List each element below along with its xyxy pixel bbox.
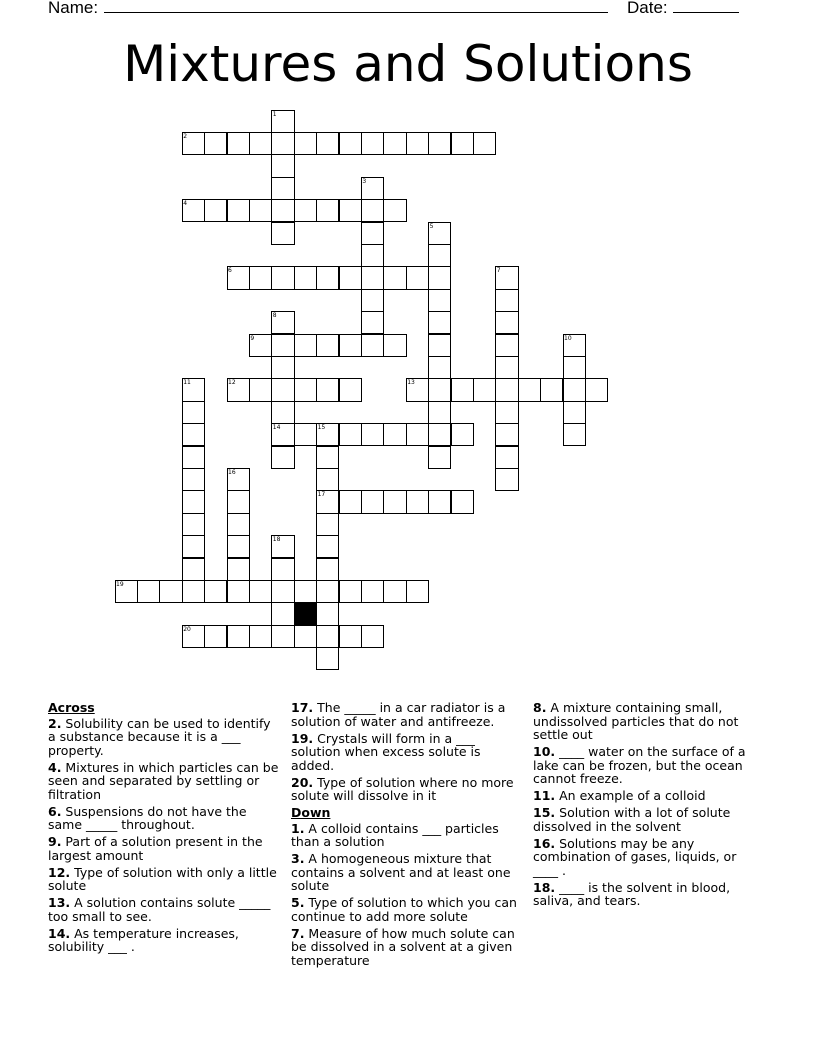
grid-cell[interactable] xyxy=(361,490,384,513)
grid-cell[interactable] xyxy=(271,446,294,469)
clue-number: 1 xyxy=(272,110,277,118)
grid-cell[interactable] xyxy=(473,378,496,401)
clue-number: 5 xyxy=(429,222,434,230)
clues-column-1 xyxy=(48,701,280,957)
clue-number: 14 xyxy=(272,424,281,432)
grid-cell[interactable] xyxy=(361,625,384,648)
grid-cell[interactable] xyxy=(271,625,294,648)
grid-cell[interactable] xyxy=(495,401,518,424)
grid-cell[interactable] xyxy=(451,423,474,446)
grid-cell[interactable] xyxy=(182,423,205,446)
grid-cell[interactable] xyxy=(316,378,339,401)
clue-item: 16. Solutions may be any combination of gases, liquids, or ____ . xyxy=(533,835,737,878)
grid-cell[interactable] xyxy=(383,423,406,446)
grid-cell[interactable] xyxy=(495,289,518,312)
grid-cell[interactable] xyxy=(182,490,205,513)
grid-cell[interactable] xyxy=(294,266,317,289)
grid-cell[interactable] xyxy=(361,334,384,357)
grid-cell[interactable] xyxy=(227,558,250,581)
grid-cell[interactable] xyxy=(316,446,339,469)
grid-cell[interactable] xyxy=(227,513,250,536)
grid-cell[interactable] xyxy=(495,468,518,491)
grid-cell[interactable] xyxy=(406,266,429,289)
grid-cell[interactable] xyxy=(316,625,339,648)
grid-cell[interactable] xyxy=(495,311,518,334)
clue-number: 20 xyxy=(183,625,191,633)
clue-item: 10. ____ water on the surface of a lake can be frozen, but the ocean cannot freeze. xyxy=(533,744,746,786)
clue-number: 18 xyxy=(272,536,281,544)
grid-cell[interactable] xyxy=(271,199,294,222)
grid-cell[interactable] xyxy=(227,132,250,155)
grid-cell[interactable] xyxy=(495,356,518,379)
grid-cell[interactable] xyxy=(271,266,294,289)
page-title: Mixtures and Solutions xyxy=(123,35,693,93)
grid-cell[interactable] xyxy=(182,446,205,469)
grid-cell[interactable] xyxy=(271,356,294,379)
grid-cell[interactable] xyxy=(563,401,586,424)
grid-cell[interactable] xyxy=(495,378,518,401)
grid-cell[interactable] xyxy=(227,580,250,603)
date-label: Date: xyxy=(627,0,668,17)
clue-item: 3. A homogeneous mixture that contains a solvent and at least one solute xyxy=(291,851,511,893)
grid-cell[interactable] xyxy=(316,558,339,581)
grid-cell[interactable] xyxy=(316,132,339,155)
grid-cell[interactable] xyxy=(339,580,362,603)
grid-cell[interactable] xyxy=(249,378,272,401)
grid-cell[interactable] xyxy=(339,132,362,155)
grid-cell[interactable] xyxy=(428,334,451,357)
grid-cell[interactable] xyxy=(182,468,205,491)
blocked-cell xyxy=(294,602,317,625)
grid-cell[interactable] xyxy=(428,378,451,401)
clue-item: 4. Mixtures in which particles can be seen and separated by settling or filtration xyxy=(48,759,279,802)
grid-cell[interactable] xyxy=(316,647,339,670)
grid-cell[interactable] xyxy=(271,580,294,603)
clue-number: 2 xyxy=(183,132,188,140)
clue-number: 13 xyxy=(407,379,415,387)
clue-number: 16 xyxy=(228,468,236,476)
grid-cell[interactable] xyxy=(316,580,339,603)
clue-number: 9 xyxy=(250,334,255,342)
grid-cell[interactable] xyxy=(204,625,227,648)
grid-cell[interactable] xyxy=(361,423,384,446)
grid-cell[interactable] xyxy=(294,199,317,222)
grid-cell[interactable] xyxy=(249,266,272,289)
grid-cell[interactable] xyxy=(339,378,362,401)
clue-item: 15. Solution with a lot of solute dissolved in the solvent xyxy=(533,805,731,834)
grid-cell[interactable] xyxy=(271,558,294,581)
grid-cell[interactable] xyxy=(361,289,384,312)
grid-cell[interactable] xyxy=(383,132,406,155)
grid-cell[interactable] xyxy=(406,580,429,603)
grid-cell[interactable] xyxy=(383,334,406,357)
grid-cell[interactable] xyxy=(383,490,406,513)
grid-cell[interactable] xyxy=(428,401,451,424)
grid-cell[interactable] xyxy=(451,490,474,513)
grid-cell[interactable] xyxy=(294,334,317,357)
clue-number: 15 xyxy=(317,424,326,432)
grid-cell[interactable] xyxy=(495,423,518,446)
down-heading: Down xyxy=(291,805,331,820)
grid-cell[interactable] xyxy=(182,401,205,424)
clues-column-2 xyxy=(291,701,527,971)
grid-cell[interactable] xyxy=(294,625,317,648)
grid-cell[interactable] xyxy=(495,446,518,469)
grid-cell[interactable] xyxy=(495,334,518,357)
grid-cell[interactable] xyxy=(249,580,272,603)
grid-cell[interactable] xyxy=(316,602,339,625)
grid-cell[interactable] xyxy=(563,423,586,446)
grid-cell[interactable] xyxy=(271,401,294,424)
grid-cell[interactable] xyxy=(361,132,384,155)
grid-cell[interactable] xyxy=(227,535,250,558)
name-label: Name: xyxy=(48,0,99,17)
grid-cell[interactable] xyxy=(361,266,384,289)
clue-item: 18. ____ is the solvent in blood, saliva, and tears. xyxy=(533,879,731,908)
grid-cell[interactable] xyxy=(227,490,250,513)
grid-cell[interactable] xyxy=(339,199,362,222)
grid-cell[interactable] xyxy=(316,535,339,558)
grid-cell[interactable] xyxy=(383,266,406,289)
grid-cell[interactable] xyxy=(361,199,384,222)
grid-cell[interactable] xyxy=(182,580,205,603)
grid-cell[interactable] xyxy=(428,423,451,446)
clue-number: 6 xyxy=(228,267,232,275)
grid-cell[interactable] xyxy=(227,199,250,222)
grid-cell[interactable] xyxy=(361,580,384,603)
grid-cell[interactable] xyxy=(451,378,474,401)
clue-item: 8. A mixture containing small, undissolved particles that do not settle out xyxy=(533,700,739,742)
grid-cell[interactable] xyxy=(361,244,384,267)
grid-cell[interactable] xyxy=(271,334,294,357)
grid-cell[interactable] xyxy=(339,266,362,289)
grid-cell[interactable] xyxy=(316,468,339,491)
clues-column-3 xyxy=(533,701,761,911)
grid-cell[interactable] xyxy=(585,378,608,401)
clue-item: 19. Crystals will form in a ___ solution when excess solute is added. xyxy=(291,730,481,773)
clue-item: 12. Type of solution with only a little solute xyxy=(48,864,277,893)
grid-cell[interactable] xyxy=(316,334,339,357)
grid-cell[interactable] xyxy=(540,378,563,401)
grid-cell[interactable] xyxy=(316,199,339,222)
grid-cell[interactable] xyxy=(473,132,496,155)
grid-cell[interactable] xyxy=(249,132,272,155)
grid-cell[interactable] xyxy=(294,132,317,155)
clue-item: 14. As temperature increases, solubility ___ . xyxy=(48,925,239,954)
grid-cell[interactable] xyxy=(249,199,272,222)
clue-item: 13. A solution contains solute _____ too small to see. xyxy=(48,895,271,924)
clue-number: 4 xyxy=(183,200,188,208)
grid-cell[interactable] xyxy=(383,199,406,222)
grid-cell[interactable] xyxy=(159,580,182,603)
clue-number: 19 xyxy=(116,580,124,588)
clue-item: 17. The _____ in a car radiator is a solution of water and antifreeze. xyxy=(291,700,506,729)
clue-number: 11 xyxy=(183,379,191,387)
grid-cell[interactable] xyxy=(204,580,227,603)
clue-item: 20. Type of solution where no more solute will dissolve in it xyxy=(291,774,514,803)
grid-cell[interactable] xyxy=(406,423,429,446)
grid-cell[interactable] xyxy=(518,378,541,401)
grid-cell[interactable] xyxy=(428,356,451,379)
grid-cell[interactable] xyxy=(294,378,317,401)
grid-cell[interactable] xyxy=(428,266,451,289)
clue-item: 6. Suspensions do not have the same _____ throughout. xyxy=(48,803,247,832)
grid-cell[interactable] xyxy=(339,334,362,357)
grid-cell[interactable] xyxy=(339,490,362,513)
grid-cell[interactable] xyxy=(361,222,384,245)
grid-cell[interactable] xyxy=(271,222,294,245)
grid-cell[interactable] xyxy=(406,132,429,155)
clue-number: 8 xyxy=(272,312,277,320)
grid-cell[interactable] xyxy=(294,423,317,446)
grid-cell[interactable] xyxy=(428,244,451,267)
grid-cell[interactable] xyxy=(294,580,317,603)
clue-item: 2. Solubility can be used to identify a substance because it is a ___ property. xyxy=(48,715,271,758)
grid-cell[interactable] xyxy=(249,625,272,648)
grid-cell[interactable] xyxy=(271,602,294,625)
grid-cell[interactable] xyxy=(271,132,294,155)
grid-cell[interactable] xyxy=(428,490,451,513)
grid-cell[interactable] xyxy=(451,132,474,155)
grid-cell[interactable] xyxy=(271,177,294,200)
clue-item: 11. An example of a colloid xyxy=(533,788,706,803)
grid-cell[interactable] xyxy=(339,423,362,446)
grid-cell[interactable] xyxy=(182,558,205,581)
clue-item: 7. Measure of how much solute can be dissolved in a solvent at a given temperature xyxy=(291,925,515,968)
grid-cell[interactable] xyxy=(406,490,429,513)
clue-item: 9. Part of a solution present in the largest amount xyxy=(48,834,263,863)
grid-cell[interactable] xyxy=(316,266,339,289)
clue-item: 1. A colloid contains ___ particles than a solution xyxy=(291,820,499,849)
grid-cell[interactable] xyxy=(227,625,250,648)
clue-number: 12 xyxy=(228,379,236,387)
clue-number: 17 xyxy=(317,491,326,499)
grid-cell[interactable] xyxy=(428,132,451,155)
grid-cell[interactable] xyxy=(271,154,294,177)
grid-cell[interactable] xyxy=(204,132,227,155)
across-heading: Across xyxy=(48,700,95,715)
grid-cell[interactable] xyxy=(428,311,451,334)
grid-cell[interactable] xyxy=(339,625,362,648)
grid-cell[interactable] xyxy=(182,535,205,558)
grid-cell[interactable] xyxy=(271,378,294,401)
clue-number: 10 xyxy=(564,334,572,342)
clue-number: 7 xyxy=(496,267,501,275)
grid-cell[interactable] xyxy=(182,513,205,536)
grid-cell[interactable] xyxy=(428,446,451,469)
grid-cell[interactable] xyxy=(316,513,339,536)
grid-cell[interactable] xyxy=(361,311,384,334)
grid-cell[interactable] xyxy=(137,580,160,603)
grid-cell[interactable] xyxy=(563,378,586,401)
grid-cell[interactable] xyxy=(383,580,406,603)
grid-cell[interactable] xyxy=(204,199,227,222)
clue-item: 5. Type of solution to which you can continue to add more solute xyxy=(291,895,517,924)
grid-cell[interactable] xyxy=(563,356,586,379)
grid-cell[interactable] xyxy=(428,289,451,312)
clue-number: 3 xyxy=(362,177,367,185)
